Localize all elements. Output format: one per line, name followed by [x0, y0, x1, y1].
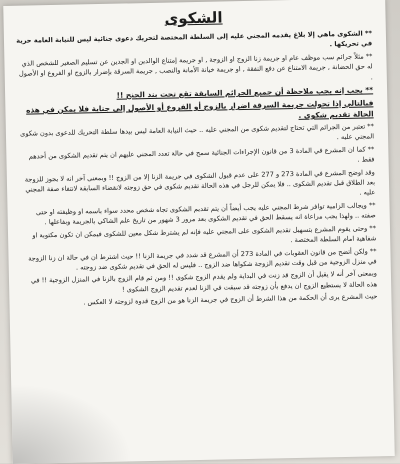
photo-shadow: [11, 381, 133, 463]
document-body: [3, 0, 391, 310]
paragraph: فبالتالي إذا تحولت جريمة السرقة اضرار بالزوج أو الفروع أو الأصول إلى جناية فلا يمكن في هذه الحالة تقديم شكوى .: [26, 98, 374, 120]
paragraph: وقد اوضح المشرع في المادة 273 و 277 على عدم قبول الشكوى في جريمة الزنا إلا من الزوج !! وبمعنى آخر انه لا يجوز للزوجة بعد الطلاق قبل تقديم الشكوى .. فلا يمكن للرجل في هذه الحالة تقديم شكوى في حق زوجته لانقضاء السابقة لانتفاء صفة المجني عليه .: [24, 167, 376, 198]
paragraph: ** وحتى يقوم المشرع بتسهيل تقديم الشكوى على المجني عليه فإنه لم يشترط شكل معين للشكوى فيمكن ان تكون مكتوبة او شفاهية امام السلطة المختصة .: [32, 223, 377, 245]
paragraph: ** ويجالب الزامية توافر شرط المجني عليه يجب أيضاً أن يتم تقديم الشكوى تجاه شخص محدد سواء باسمه او وظيفته او حتى صفته .. ولهذا يجب مراعاة انه يسقط الحق في تقديم الشكوى بعد مرور 3 شهور من تاريخ علم الشاكي بالجريمة وبفاعلها .: [35, 201, 376, 227]
paragraph: ** تعتبر من الجرائم التي تحتاج لتقديم شكوى من المجني عليه .. حيث النيابة العامة ليس بيدها سلطة التحريك للدعوى بدون شكوى المجني عليه .: [20, 122, 375, 142]
document-title: الشكوى: [164, 8, 223, 28]
paragraph: حيث المشرع يرى أن الحكمة من هذا الشرط أن الزوج في جريمة الزنا هو من الزوج قدوة لزوجته لا العكس .: [83, 292, 378, 307]
document-page: [3, 0, 395, 464]
paragraph: ** مثلاً جرائم سب موظف عام او جريمة زنا الزوج او الزوجة , او جريمة إمتناع الوالدين او الجدين عن تسليم الصغير للشخص الذي له حق الحضانة , جريمة الامتناع عن دفع النفقة , او جريمة خيانة الأمانة والنصب , جريمة السرقة بإضرار بالزوج او الفروع او الأصول .: [18, 52, 373, 81]
paragraph: ** الشكوى ماهي إلا بلاغ يقدمه المجني عليه إلى السلطة المختصة لتحريك دعوى جنائية ليس للنيابة العامة حرية في تحريكها .: [16, 29, 373, 49]
paragraph: ** ولكن أتضح من قانون العقوبات في المادة 273 أن المشرع قد شدد في جريمة الزنا !! حيث اشترط ان في حالة ان زنا الزوجة في منزل الزوجية من قبل وقت تقديم الزوجة شكواها ضد الزوج .. فليس له الحق في تقديم شكوى ضد زوجته .: [28, 246, 377, 272]
paragraph: ** يجب إنه يجب ملاحظة أن جميع الجرائم السابقة تقع تحت بند الجنح !!: [116, 85, 374, 100]
paragraph-list: [16, 28, 378, 309]
paragraph: وبمعنى آخر أنه لا يقبل أن الزوج قد زنت في البداية ولم يقدم الزوج شكوى !! ومن ثم قام الزوج بالزنا في المنزل الزوجية !! في هذه الحالة لا يستطيع الزوج ان يدفع بأن زوجته قد سبقت في الزنا لعدم تقديم الزوج الشكوى !: [30, 269, 378, 294]
paragraph: ** كما ان المشرع في المادة 3 من قانون الإجراءات الجنائية سمح في حالة تعدد المجني عليهم ان يتم تقديم الشكوى من أحدهم فقط .: [28, 145, 375, 164]
